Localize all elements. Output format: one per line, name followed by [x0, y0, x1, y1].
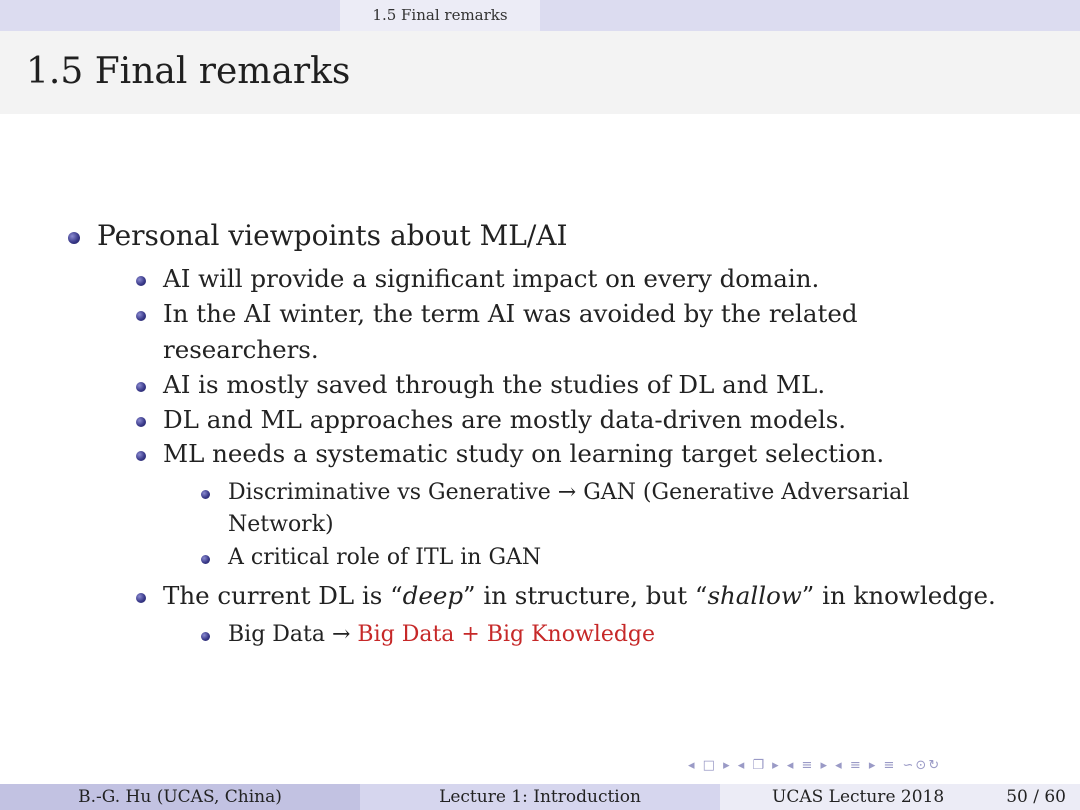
- section-nav-current[interactable]: 1.5 Final remarks: [340, 0, 540, 31]
- deep-shallow-mid: ” in structure, but “: [463, 581, 708, 610]
- deep-shallow-pre: The current DL is “: [163, 581, 403, 610]
- frame-title: 1.5 Final remarks: [26, 51, 351, 92]
- main-point: Personal viewpoints about ML/AI: [97, 219, 568, 252]
- bullet-icon: [68, 232, 80, 244]
- subpoint-big-knowledge: [228, 622, 655, 647]
- subpoint-itl: A critical role of ITL in GAN: [228, 545, 542, 570]
- point-deep-shallow: [163, 581, 996, 610]
- bullet-icon: [136, 276, 146, 286]
- footer-event: UCAS Lecture 2018: [772, 787, 945, 807]
- point-ai-winter-line2: researchers.: [163, 335, 319, 364]
- big-data-pre: Big Data →: [228, 622, 358, 647]
- footer: [0, 784, 1080, 810]
- point-ai-winter-line1: In the AI winter, the term AI was avoided by the related: [163, 299, 858, 328]
- point-saved: AI is mostly saved through the studies of DL and ML.: [163, 370, 826, 399]
- point-target-selection: ML needs a systematic study on learning target selection.: [163, 439, 885, 468]
- footer-right: [720, 784, 1080, 810]
- page-number: 50 / 60: [1006, 787, 1066, 807]
- bullet-icon: [136, 451, 146, 461]
- big-knowledge-highlight: Big Data + Big Knowledge: [357, 622, 656, 647]
- bullet-icon: [201, 632, 210, 641]
- deep-word: deep: [402, 581, 464, 610]
- bullet-icon: [136, 417, 146, 427]
- bullet-icon: [136, 311, 146, 321]
- footer-author: B.-G. Hu (UCAS, China): [0, 784, 360, 810]
- bullet-icon: [201, 490, 210, 499]
- bullet-icon: [201, 555, 210, 564]
- shallow-word: shallow: [707, 581, 802, 610]
- deep-shallow-post: ” in knowledge.: [801, 581, 996, 610]
- subpoint-gan-line2: Network): [228, 512, 334, 537]
- subpoint-gan-line1: Discriminative vs Generative → GAN (Generative Adversarial: [228, 480, 910, 505]
- beamer-navigation-icons[interactable]: ◂ □ ▸ ◂ ❐ ▸ ◂ ≡ ▸ ◂ ≡ ▸ ≡ ∽⊙↻: [688, 758, 942, 773]
- bullet-icon: [136, 593, 146, 603]
- footer-lecture: Lecture 1: Introduction: [360, 784, 720, 810]
- section-nav-bar: [0, 0, 1080, 31]
- frame-title-band: [0, 31, 1080, 114]
- bullet-icon: [136, 382, 146, 392]
- point-impact: AI will provide a significant impact on every domain.: [163, 264, 820, 293]
- point-data-driven: DL and ML approaches are mostly data-driven models.: [163, 405, 847, 434]
